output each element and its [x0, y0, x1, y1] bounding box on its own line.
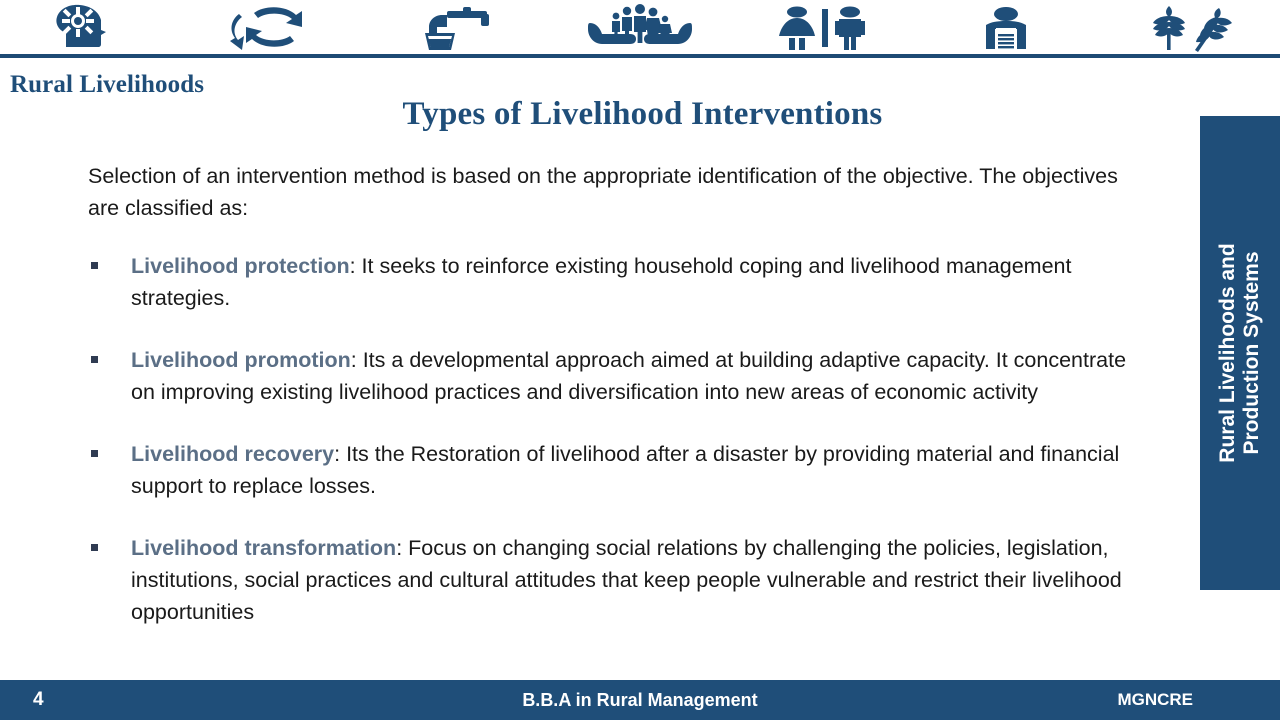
side-banner-line2: Production Systems — [1240, 251, 1263, 455]
footer-bar — [0, 680, 1280, 720]
bullet-lead-label: Livelihood transformation — [131, 536, 397, 560]
list-item — [88, 532, 1143, 628]
hands-holding-family-icon — [549, 0, 732, 54]
bullet-lead-label: Livelihood promotion — [131, 348, 351, 372]
bullet-lead-label: Livelihood protection — [131, 254, 350, 278]
gender-woman-man-icon — [731, 0, 914, 54]
footer-right-text: MGNCRE — [1117, 690, 1193, 709]
bullet-body-text: : It seeks to reinforce existing household coping and livelihood management strategies. — [131, 254, 1072, 310]
header-icon-row — [0, 0, 1280, 54]
bullet-square-icon — [91, 262, 98, 269]
footer-page-number: 4 — [33, 689, 44, 710]
water-tap-with-glass-icon — [366, 0, 549, 54]
bullet-body-text: : Its a developmental approach aimed at building adaptive capacity. It concentrate on improving existing livelihood practices and diversification into new areas of economic activity — [131, 348, 1127, 404]
bullet-square-icon — [91, 450, 98, 457]
head-with-gear-idea-icon — [0, 0, 183, 54]
bullet-body-text: : Focus on changing social relations by challenging the policies, legislation, institutions, social practices and cultural attitudes that keep people vulnerable and restrict their livelihood opportunities — [131, 536, 1122, 624]
bullet-square-icon — [91, 356, 98, 363]
list-item — [88, 344, 1143, 408]
intro-paragraph: Selection of an intervention method is based on the appropriate identification of the objective. The objectives are classified as: — [88, 164, 1118, 220]
bullet-square-icon — [91, 544, 98, 551]
list-item — [88, 250, 1143, 314]
footer-center-text: B.B.A in Rural Management — [522, 689, 758, 710]
bullet-list — [88, 250, 1148, 628]
side-banner-line1: Rural Livelihoods and — [1215, 243, 1239, 463]
side-banner-text — [1200, 116, 1280, 590]
side-banner — [1200, 116, 1280, 590]
header-divider-rule — [0, 54, 1280, 58]
page-title: Types of Livelihood Interventions — [402, 96, 883, 132]
list-item — [88, 438, 1143, 502]
header-icon-strip — [0, 0, 1280, 57]
bullet-body-text: : Its the Restoration of livelihood after a disaster by providing material and financial support to replace losses. — [131, 442, 1120, 498]
course-label: Rural Livelihoods — [10, 71, 205, 98]
recycle-cycle-arrows-icon — [183, 0, 366, 54]
slide-body — [88, 160, 1148, 658]
bullet-lead-label: Livelihood recovery — [131, 442, 335, 466]
wheat-grain-stalks-icon — [1097, 0, 1280, 54]
person-with-documents-icon — [914, 0, 1097, 54]
